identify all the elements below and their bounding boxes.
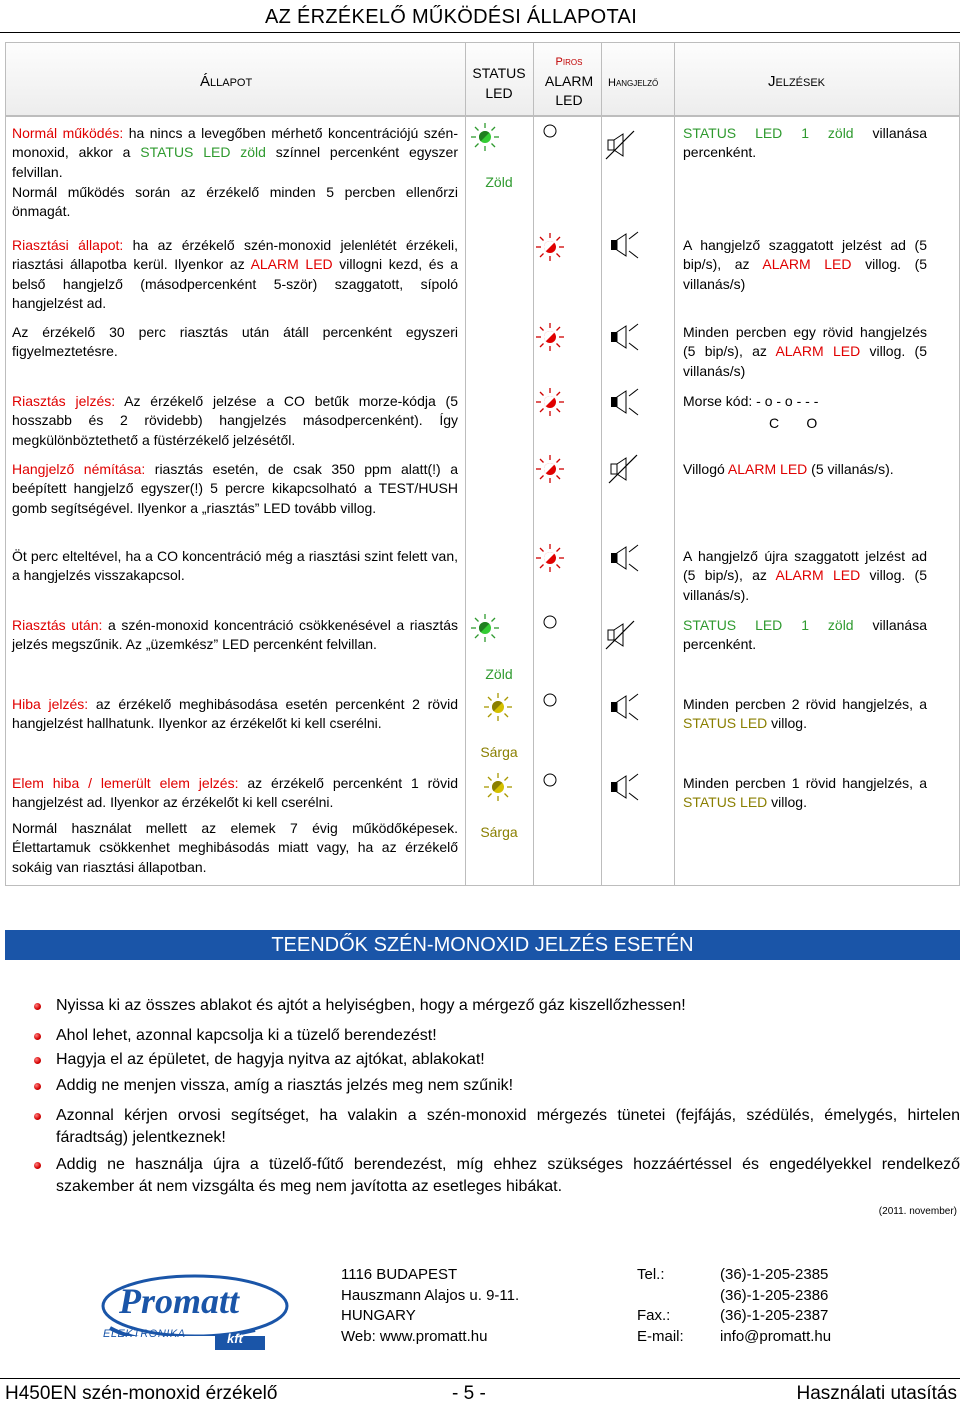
contact-labels: [637, 1265, 684, 1347]
led-red-icon: [536, 323, 564, 351]
logo-sub: ELEKTRONIKA: [103, 1328, 186, 1340]
speaker-on-icon: [611, 389, 638, 415]
led-off-icon: [544, 125, 556, 137]
page-title: AZ ÉRZÉKELŐ MŰKÖDÉSI ÁLLAPOTAI: [265, 6, 638, 28]
contact-value: (36)-1-205-2386: [720, 1286, 829, 1304]
label-sarga: Sárga: [480, 744, 518, 760]
address-line: 1116 BUDAPEST: [341, 1266, 458, 1283]
footer-rule: [0, 1378, 960, 1379]
state-text: Az érzékelő 30 perc riasztás után átáll percenként egyszeri figyelmeztetésre.: [12, 324, 458, 360]
state-text: riasztás esetén, de csak 350 ppm alatt(!) a beépített hangjelző egyszer(!) 5 percre kikapcsolható a TEST/HUSH gomb segítségével. Ilyenkor a „riasztás” LED tovább villog.: [12, 461, 458, 516]
led-yellow-icon: [484, 773, 512, 801]
label-zold: Zöld: [485, 174, 513, 190]
bullet-dot-icon: [34, 1033, 41, 1040]
state-text: Riasztási állapot:: [12, 237, 124, 253]
state-text: az érzékelő percenként 1 rövid hangjelzést ad. Ilyenkor az érzékelőt ki kell cserélni.: [12, 775, 458, 811]
state-text: színnel percenként egyszer felvillan.: [12, 144, 458, 180]
signal-text: ALARM LED: [775, 343, 861, 360]
logo-name: Promatt: [119, 1281, 240, 1321]
led-red-icon: [536, 455, 564, 483]
footer-page-number: - 5 -: [452, 1383, 486, 1404]
state-text: Riasztás után:: [12, 617, 103, 633]
bullet-item: Nyissa ki az összes ablakot és ajtót a helyiségben, hogy a mérgező gáz kiszellőzhessen!: [56, 997, 686, 1014]
signal-text: ALARM LED: [775, 567, 861, 584]
led-red-icon: [536, 544, 564, 572]
state-text: a szén-monoxid koncentráció csökkenésével a riasztás jelzés megszűnik. Az „üzemkész” LED percenként felvillan.: [12, 617, 458, 653]
state-text: az érzékelő meghibásodása esetén percenként 2 rövid hangjelzést hallhatunk. Ilyenkor az érzékelőt ki kell cserélni.: [12, 696, 458, 732]
signal-text: STATUS LED: [683, 715, 768, 732]
state-text: STATUS LED zöld: [140, 144, 266, 161]
speaker-muted-icon: [606, 131, 634, 159]
led-off-icon: [544, 616, 556, 628]
state-text: ALARM LED: [250, 256, 333, 273]
speaker-on-icon: [611, 774, 638, 800]
promatt-logo: [95, 1258, 295, 1361]
led-off-icon: [544, 774, 556, 786]
signal-text: Minden percben egy rövid hangjelzés (5 bip/s), az: [683, 324, 927, 360]
signal-text: Villogó: [683, 461, 728, 477]
led-red-icon: [536, 388, 564, 416]
state-text: Öt perc elteltével, ha a CO koncentráció még a riasztási szint felett van, a hangjelzés visszakapcsol.: [12, 548, 458, 584]
address-line: Hauszmann Alajos u. 9-11.: [341, 1286, 520, 1304]
speaker-muted-icon: [609, 455, 637, 483]
document-date: (2011. november): [878, 1206, 957, 1217]
signal-text: villog.: [767, 715, 807, 732]
contact-values: [720, 1265, 831, 1347]
bullet-item: Addig ne használja újra a tüzelő-fűtő berendezést, míg ehhez szükséges hozzáértéssel és engedélyekkel rendelkező szakember át nem vizsgálta és meg nem javította az esetleges hibákat.: [56, 1156, 960, 1195]
footer-right: Használati utasítás: [796, 1383, 957, 1404]
contact-label: Fax.:: [637, 1307, 671, 1324]
led-green-icon: [471, 123, 499, 151]
state-text: ha az érzékelő szén-monoxid jelenlétét érzékeli, riasztási állapotba kerül. Ilyenkor az: [12, 237, 459, 273]
teendok-banner: TEENDŐK SZÉN-MONOXID JELZÉS ESETÉN: [5, 930, 960, 960]
speaker-on-icon: [611, 545, 638, 571]
speaker-on-icon: [611, 324, 638, 350]
signal-text: STATUS LED 1 zöld: [683, 125, 854, 141]
signal-text: villog. (5 villanás/s): [683, 343, 927, 379]
state-text: Normál működés:: [12, 125, 124, 141]
signal-text: ALARM LED: [727, 461, 808, 477]
led-off-icon: [544, 694, 556, 706]
signal-text: villog. (5 villanás/s): [683, 256, 928, 292]
state-text: Normál használat mellett az elemek 7 évig működőképesek. Élettartamuk csökkenhet meghibásodás miatt vagy, ha az érzékelő sokáig van riasztási állapotban.: [12, 820, 458, 875]
header-status-line1: STATUS: [472, 65, 526, 81]
bullet-item: Addig ne menjen vissza, amíg a riasztás jelzés meg nem szűnik!: [56, 1077, 514, 1094]
contact-value: (36)-1-205-2385: [720, 1266, 829, 1283]
bullet-dot-icon: [34, 1083, 41, 1090]
header-status-line2: LED: [485, 85, 513, 101]
bullet-dot-icon: [34, 1057, 41, 1064]
contact-label: [637, 1286, 684, 1307]
bullet-item: Hagyja el az épületet, de hagyja nyitva az ajtókat, ablakokat!: [56, 1051, 485, 1068]
contact-label: Tel.:: [637, 1266, 665, 1283]
contact-label: E-mail:: [637, 1327, 684, 1345]
state-text: Elem hiba / lemerült elem jelzés:: [12, 775, 239, 791]
led-red-icon: [536, 233, 564, 261]
signal-text: STATUS LED 1 zöld: [683, 617, 854, 633]
header-hangjelzo: Hangjelző: [608, 77, 659, 89]
signal-text: villanása percenként.: [683, 125, 927, 161]
led-green-icon: [471, 614, 499, 642]
signal-text: Minden percben 1 rövid hangjelzés, a: [683, 775, 927, 791]
header-allapot: Állapot: [200, 73, 253, 90]
speaker-on-icon: [611, 232, 638, 258]
bullet-dot-icon: [34, 1162, 41, 1169]
contact-value: (36)-1-205-2387: [720, 1307, 829, 1324]
address-line: HUNGARY: [341, 1307, 416, 1324]
header-jelzesek: Jelzések: [768, 73, 826, 90]
signal-text: (5 villanás/s).: [807, 461, 894, 477]
morse-letters: C O: [769, 415, 818, 432]
state-text: villogni kezd, és a belső hangjelző (másodpercenként 5-ször) szaggatott, sípoló hangjelzést ad.: [12, 256, 458, 311]
footer-left: H450EN szén-monoxid érzékelő: [5, 1383, 278, 1404]
signal-text: Minden percben 2 rövid hangjelzés, a: [683, 696, 927, 712]
state-text: Normál működés során az érzékelő minden 5 percben ellenőrzi önmagát.: [12, 184, 458, 220]
bullet-item: Ahol lehet, azonnal kapcsolja ki a tüzelő berendezést!: [56, 1027, 437, 1044]
header-alarm-line1: ALARM: [544, 73, 594, 89]
logo-kft: kft: [227, 1331, 243, 1346]
signal-text: Morse kód: - o - o - - -: [683, 393, 819, 409]
contact-value: info@promatt.hu: [720, 1327, 832, 1345]
signal-text: A hangjelző szaggatott jelzést ad (5 bip/s), az: [683, 237, 927, 273]
label-zold: Zöld: [485, 666, 513, 682]
state-text: ha nincs a levegőben mérhető koncentrációjú szén-monoxid, akkor a: [12, 125, 459, 161]
bullet-dot-icon: [34, 1003, 41, 1010]
speaker-on-icon: [611, 694, 638, 720]
signal-text: villog. (5 villanás/s).: [683, 567, 927, 603]
address-line: Web: www.promatt.hu: [341, 1327, 488, 1345]
signal-text: villanása percenként.: [683, 617, 927, 653]
header-alarm-line2: LED: [555, 92, 583, 108]
led-yellow-icon: [484, 693, 512, 721]
signal-text: STATUS LED: [683, 794, 768, 811]
label-sarga: Sárga: [480, 824, 518, 840]
contact-address: [341, 1265, 519, 1347]
bullet-dot-icon: [34, 1113, 41, 1120]
bullet-item: Azonnal kérjen orvosi segítséget, ha valakin a szén-monoxid mérgezés tünetei (fejfájás, szédülés, émelygés, hirtelen fáradtság) jelentkeznek!: [56, 1107, 960, 1146]
header-piros: Piros: [555, 56, 583, 68]
state-text: Hiba jelzés:: [12, 696, 89, 712]
signal-text: ALARM LED: [762, 256, 852, 273]
state-text: Hangjelző némítása:: [12, 461, 146, 477]
state-text: Riasztás jelzés:: [12, 393, 116, 409]
signal-text: villog.: [767, 794, 807, 811]
state-text: Az érzékelő jelzése a CO betűk morze-kódja (5 hosszabb és 2 rövidebb) hangjelzés másodpercenként). Így megkülönböztethető a füstérzékelő jelzésétől.: [12, 393, 458, 448]
speaker-muted-icon: [606, 621, 634, 649]
signal-text: A hangjelző újra szaggatott jelzést ad (5 bip/s), az: [683, 548, 927, 584]
